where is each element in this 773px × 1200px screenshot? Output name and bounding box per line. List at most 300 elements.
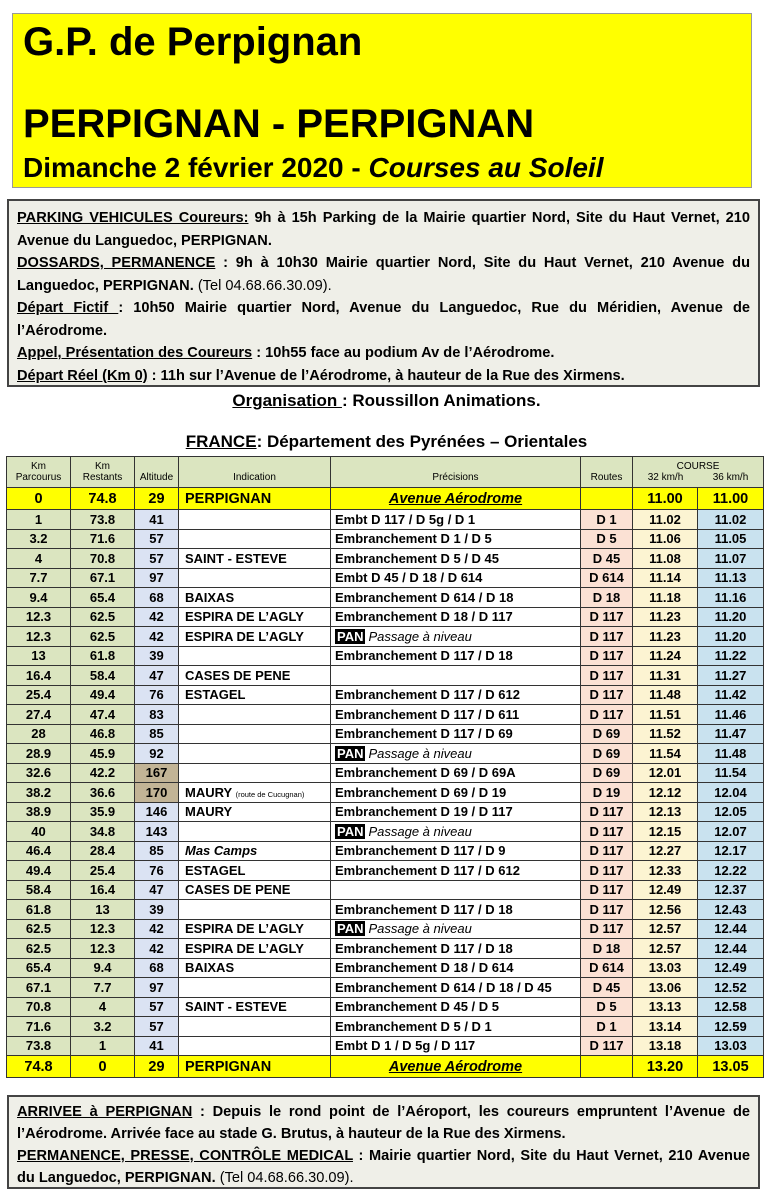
table-row [7, 978, 764, 998]
cell-indication [179, 724, 331, 744]
cell-km-parcourus: 38.9 [7, 802, 71, 822]
race-date: Dimanche 2 février 2020 - [23, 152, 369, 183]
cell-time-36kmh: 12.58 [698, 997, 764, 1017]
cell-time-32kmh: 11.00 [633, 488, 698, 510]
cell-time-32kmh: 12.27 [633, 841, 698, 861]
precision-text: Avenue Aérodrome [388, 490, 523, 507]
cell-km-restants: 70.8 [71, 549, 135, 569]
precision-text: Embranchement D 614 / D 18 / D 45 [335, 979, 552, 995]
table-row [7, 568, 764, 588]
precision-text: Embranchement D 19 / D 117 [335, 804, 513, 820]
cell-time-32kmh: 11.31 [633, 666, 698, 686]
cell-km-parcourus: 61.8 [7, 900, 71, 920]
arrival-label: PERMANENCE, PRESSE, CONTRÔLE MEDICAL [17, 1148, 353, 1164]
cell-time-36kmh: 11.46 [698, 705, 764, 725]
indication-text: Mas Camps [185, 843, 258, 859]
cell-time-36kmh: 12.37 [698, 880, 764, 900]
cell-precisions [331, 510, 581, 530]
department-line [0, 432, 773, 452]
cell-route [581, 488, 633, 510]
cell-time-36kmh: 12.52 [698, 978, 764, 998]
cell-route: D 117 [581, 685, 633, 705]
info-text: 9h à 15h Parking de la Mairie quartier Nord, Site du Haut Vernet, 210 Avenue du Languedoc, PERPIGNAN. [17, 210, 750, 249]
cell-km-restants: 0 [71, 1056, 135, 1078]
cell-altitude: 170 [135, 783, 179, 803]
indication-text: ESPIRA DE L’AGLY [185, 609, 304, 625]
cell-time-36kmh: 11.13 [698, 568, 764, 588]
cell-precisions [331, 841, 581, 861]
cell-precisions [331, 900, 581, 920]
cell-indication [179, 588, 331, 608]
cell-indication [179, 783, 331, 803]
cell-precisions [331, 744, 581, 764]
precision-text: Avenue Aérodrome [388, 1058, 523, 1075]
cell-km-restants: 4 [71, 997, 135, 1017]
cell-time-36kmh: 11.16 [698, 588, 764, 608]
precision-text: Embranchement D 117 / D 18 [335, 901, 513, 917]
cell-route: D 5 [581, 529, 633, 549]
organisation-text: : Roussillon Animations. [341, 391, 541, 410]
cell-route: D 117 [581, 705, 633, 725]
cell-km-restants: 61.8 [71, 646, 135, 666]
col-indication: Indication [179, 457, 331, 488]
precision-text: Embt D 117 / D 5g / D 1 [335, 511, 476, 527]
table-row [7, 529, 764, 549]
date-line [23, 152, 603, 184]
cell-time-32kmh: 11.52 [633, 724, 698, 744]
cell-route: D 117 [581, 666, 633, 686]
info-text: : 10h50 Mairie quartier Nord, Avenue du Languedoc, Rue du Méridien, Avenue de l’Aérodrome. [17, 300, 750, 339]
cell-time-36kmh: 12.05 [698, 802, 764, 822]
info-phone: (Tel 04.68.66.30.09). [193, 277, 332, 294]
cell-km-restants: 65.4 [71, 588, 135, 608]
cell-km-restants: 35.9 [71, 802, 135, 822]
info-paragraph [17, 297, 750, 342]
cell-time-36kmh: 12.43 [698, 900, 764, 920]
cell-precisions [331, 549, 581, 569]
cell-km-parcourus: 65.4 [7, 958, 71, 978]
cell-route: D 69 [581, 744, 633, 764]
cell-time-36kmh: 11.05 [698, 529, 764, 549]
table-row [7, 510, 764, 530]
cell-route: D 117 [581, 900, 633, 920]
cell-km-restants: 62.5 [71, 627, 135, 647]
cell-altitude: 41 [135, 510, 179, 530]
cell-route: D 18 [581, 588, 633, 608]
indication-text: ESPIRA DE L’AGLY [185, 628, 304, 644]
cell-precisions [331, 488, 581, 510]
cell-time-32kmh: 11.02 [633, 510, 698, 530]
precision-text: Embranchement D 117 / D 18 [335, 648, 513, 664]
cell-route: D 117 [581, 802, 633, 822]
info-text: : 11h sur l’Avenue de l’Aérodrome, à hauteur de la Rue des Xirmens. [147, 367, 625, 384]
cell-altitude: 39 [135, 900, 179, 920]
table-row [7, 958, 764, 978]
cell-precisions [331, 958, 581, 978]
cell-indication [179, 958, 331, 978]
precision-text: Embranchement D 117 / D 69 [335, 726, 513, 742]
precision-text: Embranchement D 5 / D 45 [335, 550, 499, 566]
table-row [7, 549, 764, 569]
table-row [7, 1036, 764, 1056]
cell-indication [179, 841, 331, 861]
cell-time-32kmh: 11.06 [633, 529, 698, 549]
cell-time-32kmh: 13.20 [633, 1056, 698, 1078]
cell-time-36kmh: 12.59 [698, 1017, 764, 1037]
cell-km-parcourus: 16.4 [7, 666, 71, 686]
col-km-parcourus: Km Parcourus [7, 457, 71, 488]
cell-km-parcourus: 25.4 [7, 685, 71, 705]
indication-text: BAIXAS [185, 589, 235, 605]
cell-time-36kmh: 12.49 [698, 958, 764, 978]
precision-text: Embranchement D 69 / D 69A [335, 765, 516, 781]
cell-precisions [331, 1056, 581, 1078]
cell-indication [179, 627, 331, 647]
indication-note: (route de Cucugnan) [235, 789, 305, 799]
cell-precisions [331, 568, 581, 588]
arrival-label: ARRIVEE à PERPIGNAN [17, 1104, 193, 1120]
cell-time-32kmh: 12.57 [633, 919, 698, 939]
cell-indication [179, 1017, 331, 1037]
level-crossing-badge: PAN [337, 823, 364, 839]
precision-text: Embranchement D 1 / D 5 [335, 531, 492, 547]
organisation-line [0, 391, 773, 411]
cell-km-restants: 62.5 [71, 607, 135, 627]
cell-route: D 117 [581, 822, 633, 842]
cell-indication [179, 939, 331, 959]
table-row [7, 685, 764, 705]
cell-km-restants: 16.4 [71, 880, 135, 900]
cell-route: D 69 [581, 724, 633, 744]
cell-km-parcourus: 4 [7, 549, 71, 569]
cell-altitude: 76 [135, 861, 179, 881]
cell-time-32kmh: 11.14 [633, 568, 698, 588]
cell-route: D 117 [581, 1036, 633, 1056]
info-text: : 10h55 face au podium Av de l’Aérodrome. [252, 345, 555, 361]
col-km-restants: Km Restants [71, 457, 135, 488]
cell-altitude: 68 [135, 958, 179, 978]
cell-altitude: 29 [135, 1056, 179, 1078]
cell-km-restants: 45.9 [71, 744, 135, 764]
cell-indication [179, 666, 331, 686]
arrival-text: : Mairie quartier Nord, Site du Haut Vernet, 210 Avenue du Languedoc, PERPIGNAN. [17, 1148, 750, 1186]
info-label: PARKING VEHICULES Coureurs: [17, 210, 249, 226]
cell-time-32kmh: 11.24 [633, 646, 698, 666]
precision-text: Embranchement D 117 / D 611 [335, 706, 520, 722]
precision-text: Embranchement D 18 / D 614 [335, 960, 514, 976]
cell-time-32kmh: 13.13 [633, 997, 698, 1017]
cell-indication [179, 822, 331, 842]
cell-route: D 614 [581, 958, 633, 978]
cell-precisions [331, 997, 581, 1017]
cell-indication [179, 1056, 331, 1078]
cell-altitude: 85 [135, 724, 179, 744]
cell-altitude: 92 [135, 744, 179, 764]
indication-text: CASES DE PENE [185, 667, 291, 683]
level-crossing-badge: PAN [337, 921, 364, 937]
cell-km-parcourus: 73.8 [7, 1036, 71, 1056]
level-crossing-badge: PAN [337, 628, 364, 644]
cell-time-36kmh: 11.07 [698, 549, 764, 569]
precision-text: Embranchement D 45 / D 5 [335, 999, 499, 1015]
cell-precisions [331, 666, 581, 686]
cell-route: D 5 [581, 997, 633, 1017]
cell-km-parcourus: 27.4 [7, 705, 71, 725]
cell-indication [179, 607, 331, 627]
info-label: Départ Réel (Km 0) [17, 367, 148, 384]
cell-time-36kmh: 11.42 [698, 685, 764, 705]
indication-text: PERPIGNAN [185, 490, 272, 507]
cell-km-restants: 3.2 [71, 1017, 135, 1037]
cell-precisions [331, 919, 581, 939]
cell-altitude: 85 [135, 841, 179, 861]
cell-km-parcourus: 28.9 [7, 744, 71, 764]
table-header-row [7, 457, 764, 488]
cell-route: D 1 [581, 510, 633, 530]
cell-time-32kmh: 11.54 [633, 744, 698, 764]
arrival-phone: (Tel 04.68.66.30.09). [215, 1170, 354, 1186]
cell-altitude: 39 [135, 646, 179, 666]
title-banner [12, 13, 752, 188]
cell-indication [179, 880, 331, 900]
cell-time-32kmh: 13.03 [633, 958, 698, 978]
cell-km-parcourus: 7.7 [7, 568, 71, 588]
cell-route: D 117 [581, 607, 633, 627]
indication-text: MAURY [185, 784, 232, 800]
cell-km-restants: 58.4 [71, 666, 135, 686]
precision-text: Embt D 1 / D 5g / D 117 [335, 1038, 476, 1054]
cell-km-restants: 25.4 [71, 861, 135, 881]
cell-time-32kmh: 11.23 [633, 627, 698, 647]
cell-altitude: 57 [135, 997, 179, 1017]
cell-precisions [331, 705, 581, 725]
cell-indication [179, 744, 331, 764]
cell-time-36kmh: 11.20 [698, 607, 764, 627]
info-paragraph [17, 207, 750, 252]
info-text: : 9h à 10h30 Mairie quartier Nord, Site du Haut Vernet, 210 Avenue du Languedoc, PERPIGNAN. [17, 255, 750, 294]
cell-km-restants: 73.8 [71, 510, 135, 530]
cell-altitude: 47 [135, 666, 179, 686]
level-crossing-badge: PAN [337, 745, 364, 761]
cell-indication [179, 685, 331, 705]
indication-text: ESTAGEL [185, 687, 246, 703]
cell-route: D 19 [581, 783, 633, 803]
cell-precisions [331, 588, 581, 608]
cell-altitude: 76 [135, 685, 179, 705]
cell-time-32kmh: 11.08 [633, 549, 698, 569]
race-title: G.P. de Perpignan [23, 20, 363, 64]
arrival-paragraph [17, 1101, 750, 1145]
cell-km-parcourus: 62.5 [7, 919, 71, 939]
precision-text: Passage à niveau [368, 921, 472, 937]
cell-route: D 117 [581, 919, 633, 939]
cell-time-36kmh: 12.04 [698, 783, 764, 803]
cell-altitude: 83 [135, 705, 179, 725]
indication-text: BAIXAS [185, 960, 235, 976]
cell-time-36kmh: 11.02 [698, 510, 764, 530]
cell-indication [179, 1036, 331, 1056]
cell-altitude: 167 [135, 763, 179, 783]
cell-indication [179, 861, 331, 881]
cell-indication [179, 549, 331, 569]
cell-time-32kmh: 12.13 [633, 802, 698, 822]
cell-precisions [331, 763, 581, 783]
cell-precisions [331, 646, 581, 666]
organisation-label: Organisation [232, 391, 342, 410]
cell-km-parcourus: 40 [7, 822, 71, 842]
indication-text: CASES DE PENE [185, 882, 291, 898]
cell-precisions [331, 861, 581, 881]
cell-km-parcourus: 9.4 [7, 588, 71, 608]
indication-text: PERPIGNAN [185, 1058, 272, 1075]
table-row [7, 705, 764, 725]
cell-time-36kmh: 11.22 [698, 646, 764, 666]
cell-altitude: 42 [135, 939, 179, 959]
cell-indication [179, 802, 331, 822]
cell-time-36kmh: 13.05 [698, 1056, 764, 1078]
col-altitude: Altitude [135, 457, 179, 488]
table-row [7, 939, 764, 959]
info-label: DOSSARDS, PERMANENCE [17, 255, 216, 271]
cell-route: D 117 [581, 880, 633, 900]
cell-km-parcourus: 67.1 [7, 978, 71, 998]
cell-precisions [331, 802, 581, 822]
cell-indication [179, 646, 331, 666]
table-row [7, 997, 764, 1017]
indication-text: SAINT - ESTEVE [185, 550, 287, 566]
itinerary-table [6, 456, 764, 1078]
cell-time-36kmh: 11.48 [698, 744, 764, 764]
indication-text: ESTAGEL [185, 862, 246, 878]
cell-km-restants: 34.8 [71, 822, 135, 842]
cell-altitude: 29 [135, 488, 179, 510]
cell-km-restants: 47.4 [71, 705, 135, 725]
cell-km-restants: 74.8 [71, 488, 135, 510]
cell-km-parcourus: 74.8 [7, 1056, 71, 1078]
arrival-box [7, 1095, 760, 1189]
cell-km-parcourus: 12.3 [7, 627, 71, 647]
cell-altitude: 42 [135, 627, 179, 647]
cell-precisions [331, 724, 581, 744]
cell-indication [179, 705, 331, 725]
info-label: Départ Fictif [17, 300, 119, 316]
cell-precisions [331, 939, 581, 959]
cell-time-36kmh: 11.47 [698, 724, 764, 744]
table-row [7, 783, 764, 803]
cell-route: D 45 [581, 978, 633, 998]
table-row [7, 666, 764, 686]
cell-altitude: 68 [135, 588, 179, 608]
indication-text: MAURY [185, 804, 233, 820]
cell-km-restants: 28.4 [71, 841, 135, 861]
table-row [7, 588, 764, 608]
cell-km-parcourus: 1 [7, 510, 71, 530]
cell-km-restants: 7.7 [71, 978, 135, 998]
col-routes: Routes [581, 457, 633, 488]
info-label: Appel, Présentation des Coureurs [17, 345, 253, 361]
precision-text: Embranchement D 614 / D 18 [335, 589, 514, 605]
cell-time-32kmh: 12.33 [633, 861, 698, 881]
cell-time-32kmh: 13.06 [633, 978, 698, 998]
precision-text: Embranchement D 117 / D 9 [335, 843, 506, 859]
cell-km-parcourus: 62.5 [7, 939, 71, 959]
cell-time-32kmh: 12.57 [633, 939, 698, 959]
cell-route: D 18 [581, 939, 633, 959]
cell-km-parcourus: 12.3 [7, 607, 71, 627]
cell-indication [179, 763, 331, 783]
cell-precisions [331, 685, 581, 705]
cell-time-32kmh: 12.15 [633, 822, 698, 842]
cell-time-36kmh: 12.22 [698, 861, 764, 881]
cell-altitude: 57 [135, 1017, 179, 1037]
cell-time-36kmh: 12.07 [698, 822, 764, 842]
cell-km-parcourus: 49.4 [7, 861, 71, 881]
cell-km-restants: 36.6 [71, 783, 135, 803]
cell-indication [179, 997, 331, 1017]
cell-time-36kmh: 11.54 [698, 763, 764, 783]
cell-km-restants: 13 [71, 900, 135, 920]
cell-precisions [331, 880, 581, 900]
precision-text: Embranchement D 69 / D 19 [335, 784, 507, 800]
indication-text: ESPIRA DE L’AGLY [185, 921, 304, 937]
cell-precisions [331, 783, 581, 803]
table-row [7, 763, 764, 783]
arrival-paragraph [17, 1145, 750, 1189]
precision-text: Embranchement D 18 / D 117 [335, 609, 513, 625]
precision-text: Embranchement D 117 / D 612 [335, 862, 520, 878]
cell-route: D 117 [581, 646, 633, 666]
cell-time-32kmh: 13.18 [633, 1036, 698, 1056]
cell-route [581, 1056, 633, 1078]
cell-route: D 1 [581, 1017, 633, 1037]
cell-time-32kmh: 11.23 [633, 607, 698, 627]
col-course: COURSE 32 km/h 36 km/h [633, 457, 764, 488]
cell-time-32kmh: 13.14 [633, 1017, 698, 1037]
table-row [7, 900, 764, 920]
cell-indication [179, 529, 331, 549]
department-text: : Département des Pyrénées – Orientales [256, 432, 588, 451]
cell-indication [179, 919, 331, 939]
cell-altitude: 57 [135, 529, 179, 549]
table-row [7, 861, 764, 881]
cell-km-parcourus: 13 [7, 646, 71, 666]
precision-text: Embt D 45 / D 18 / D 614 [335, 570, 483, 586]
precision-text: Embranchement D 117 / D 18 [335, 940, 513, 956]
arrival-text: : Depuis le rond point de l’Aéroport, les coureurs empruntent l’Avenue de l’Aérodrome. Arrivée face au stade G. Brutus, à hauteur de la Rue des Xirmens. [17, 1104, 750, 1142]
precision-text: Passage à niveau [368, 745, 472, 761]
cell-altitude: 143 [135, 822, 179, 842]
table-row [7, 744, 764, 764]
cell-time-32kmh: 12.56 [633, 900, 698, 920]
cell-altitude: 146 [135, 802, 179, 822]
cell-km-restants: 42.2 [71, 763, 135, 783]
cell-km-parcourus: 0 [7, 488, 71, 510]
cell-km-restants: 12.3 [71, 919, 135, 939]
cell-precisions [331, 822, 581, 842]
cell-time-36kmh: 11.20 [698, 627, 764, 647]
cell-km-parcourus: 58.4 [7, 880, 71, 900]
cell-km-restants: 46.8 [71, 724, 135, 744]
cell-precisions [331, 1017, 581, 1037]
cell-route: D 117 [581, 861, 633, 881]
cell-time-32kmh: 11.18 [633, 588, 698, 608]
cell-time-32kmh: 12.12 [633, 783, 698, 803]
info-box [7, 199, 760, 387]
cell-precisions [331, 529, 581, 549]
cell-time-36kmh: 13.03 [698, 1036, 764, 1056]
cell-km-parcourus: 38.2 [7, 783, 71, 803]
cell-time-36kmh: 12.44 [698, 939, 764, 959]
